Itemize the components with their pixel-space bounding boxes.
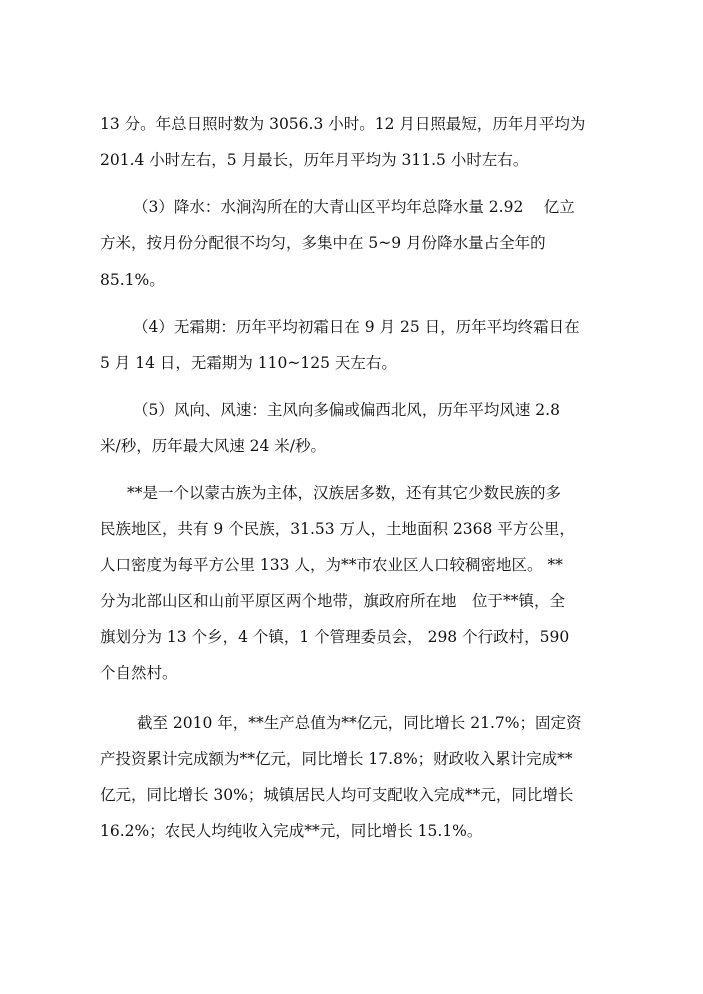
population-line-3: 人口密度为每平方公里 133 人，为**市农业区人口较稠密地区。 ** — [100, 556, 563, 574]
sunshine-line-2: 201.4 小时左右，5 月最长，历年月平均为 311.5 小时左右。 — [100, 151, 529, 169]
sunshine-line-1: 13 分。年总日照时数为 3056.3 小时。12 月日照最短，历年月平均为 — [100, 115, 586, 133]
population-line-1: **是一个以蒙古族为主体，汉族居多数，还有其它少数民族的多 — [127, 484, 562, 502]
wind-line-2: 米/秒，历年最大风速 24 米/秒。 — [100, 437, 327, 455]
wind-line-1: （5）风向、风速：主风向多偏或偏西北风，历年平均风速 2.8 — [133, 401, 560, 419]
frost-free-line-1: （4）无霜期：历年平均初霜日在 9 月 25 日，历年平均终霜日在 — [133, 318, 580, 336]
population-line-4: 分为北部山区和山前平原区两个地带，旗政府所在地 位于**镇，全 — [100, 592, 566, 610]
economy-line-3: 亿元，同比增长 30%；城镇居民人均可支配收入完成**元，同比增长 — [100, 786, 574, 804]
population-line-6: 个自然村。 — [100, 664, 178, 682]
precipitation-line-2: 方米，按月份分配很不均匀，多集中在 5~9 月份降水量占全年的 — [100, 234, 546, 252]
frost-free-line-2: 5 月 14 日，无霜期为 110~125 天左右。 — [100, 354, 397, 372]
population-line-2: 民族地区，共有 9 个民族，31.53 万人，土地面积 2368 平方公里， — [100, 520, 575, 538]
population-line-5: 旗划分为 13 个乡，4 个镇，1 个管理委员会， 298 个行政村，590 — [100, 628, 570, 646]
precipitation-line-1: （3）降水：水涧沟所在的大青山区平均年总降水量 2.92 亿立 — [133, 198, 575, 216]
precipitation-line-3: 85.1%。 — [100, 271, 165, 289]
economy-line-4: 16.2%；农民人均纯收入完成**元，同比增长 15.1%。 — [100, 822, 483, 840]
economy-line-2: 产投资累计完成额为**亿元，同比增长 17.8%；财政收入累计完成** — [100, 750, 573, 768]
economy-line-1: 截至 2010 年，**生产总值为**亿元，同比增长 21.7%；固定资 — [137, 714, 582, 732]
